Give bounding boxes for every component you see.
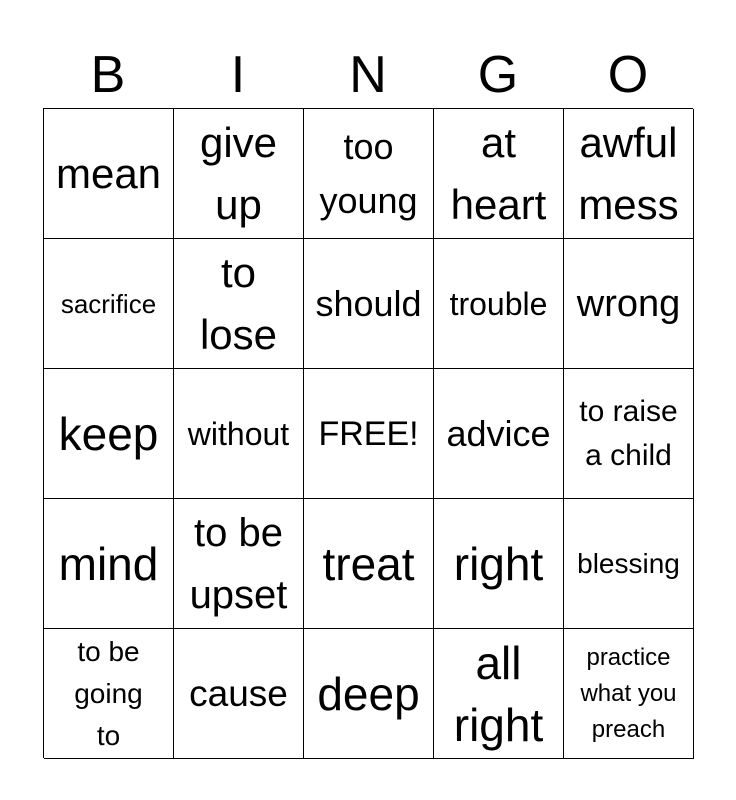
cell-text: treat <box>322 537 415 590</box>
bingo-cell[interactable] <box>44 239 174 369</box>
cell-text: to be upset <box>189 510 288 617</box>
bingo-cell[interactable] <box>304 239 434 369</box>
bingo-cell[interactable] <box>564 499 694 629</box>
bingo-cell[interactable] <box>44 369 174 499</box>
bingo-cell[interactable] <box>434 109 564 239</box>
bingo-cell[interactable] <box>174 499 304 629</box>
cell-text: without <box>187 415 290 452</box>
cell-text: mind <box>58 537 159 590</box>
cell-text: to lose <box>199 248 278 358</box>
cell-text: at heart <box>450 118 547 228</box>
cell-text: to raise a child <box>579 394 678 472</box>
header-letter-n: N <box>349 46 387 104</box>
bingo-cell[interactable] <box>434 239 564 369</box>
cell-text: all right <box>453 636 544 751</box>
bingo-cell[interactable] <box>174 109 304 239</box>
bingo-cell[interactable] <box>304 109 434 239</box>
cell-text: right <box>453 537 544 590</box>
cell-text: awful mess <box>578 118 679 228</box>
cell-text: sacrifice <box>60 288 157 319</box>
bingo-header <box>43 42 693 108</box>
bingo-cell[interactable] <box>44 499 174 629</box>
cell-text: wrong <box>576 282 681 325</box>
bingo-cell[interactable] <box>434 499 564 629</box>
cell-text: too young <box>319 125 418 221</box>
cell-text: blessing <box>577 547 680 579</box>
bingo-cell[interactable] <box>564 629 694 759</box>
cell-text: cause <box>189 672 288 714</box>
cell-text: keep <box>58 407 159 460</box>
header-letter-b: B <box>90 46 126 104</box>
bingo-cell[interactable] <box>304 369 434 499</box>
bingo-cell[interactable] <box>434 369 564 499</box>
cell-text: FREE! <box>318 414 419 453</box>
header-letter-i: I <box>230 46 246 104</box>
bingo-cell[interactable] <box>174 629 304 759</box>
header-letter-g: G <box>477 46 519 104</box>
cell-text: give up <box>199 118 278 228</box>
bingo-cell[interactable] <box>304 499 434 629</box>
bingo-cell[interactable] <box>304 629 434 759</box>
cell-text: should <box>315 282 422 324</box>
header-letter-o: O <box>607 46 649 104</box>
bingo-cell[interactable] <box>174 369 304 499</box>
cell-text: deep <box>317 667 420 720</box>
bingo-cell[interactable] <box>44 109 174 239</box>
bingo-cell[interactable] <box>174 239 304 369</box>
cell-text: advice <box>446 412 551 454</box>
bingo-card <box>43 108 693 758</box>
cell-text: trouble <box>449 285 548 322</box>
cell-text: to be going to <box>74 635 143 751</box>
bingo-cell[interactable] <box>564 239 694 369</box>
bingo-cell[interactable] <box>564 369 694 499</box>
bingo-cell[interactable] <box>434 629 564 759</box>
cell-text: practice what you preach <box>580 643 677 743</box>
bingo-cell[interactable] <box>564 109 694 239</box>
cell-text: mean <box>55 149 162 197</box>
bingo-cell[interactable] <box>44 629 174 759</box>
